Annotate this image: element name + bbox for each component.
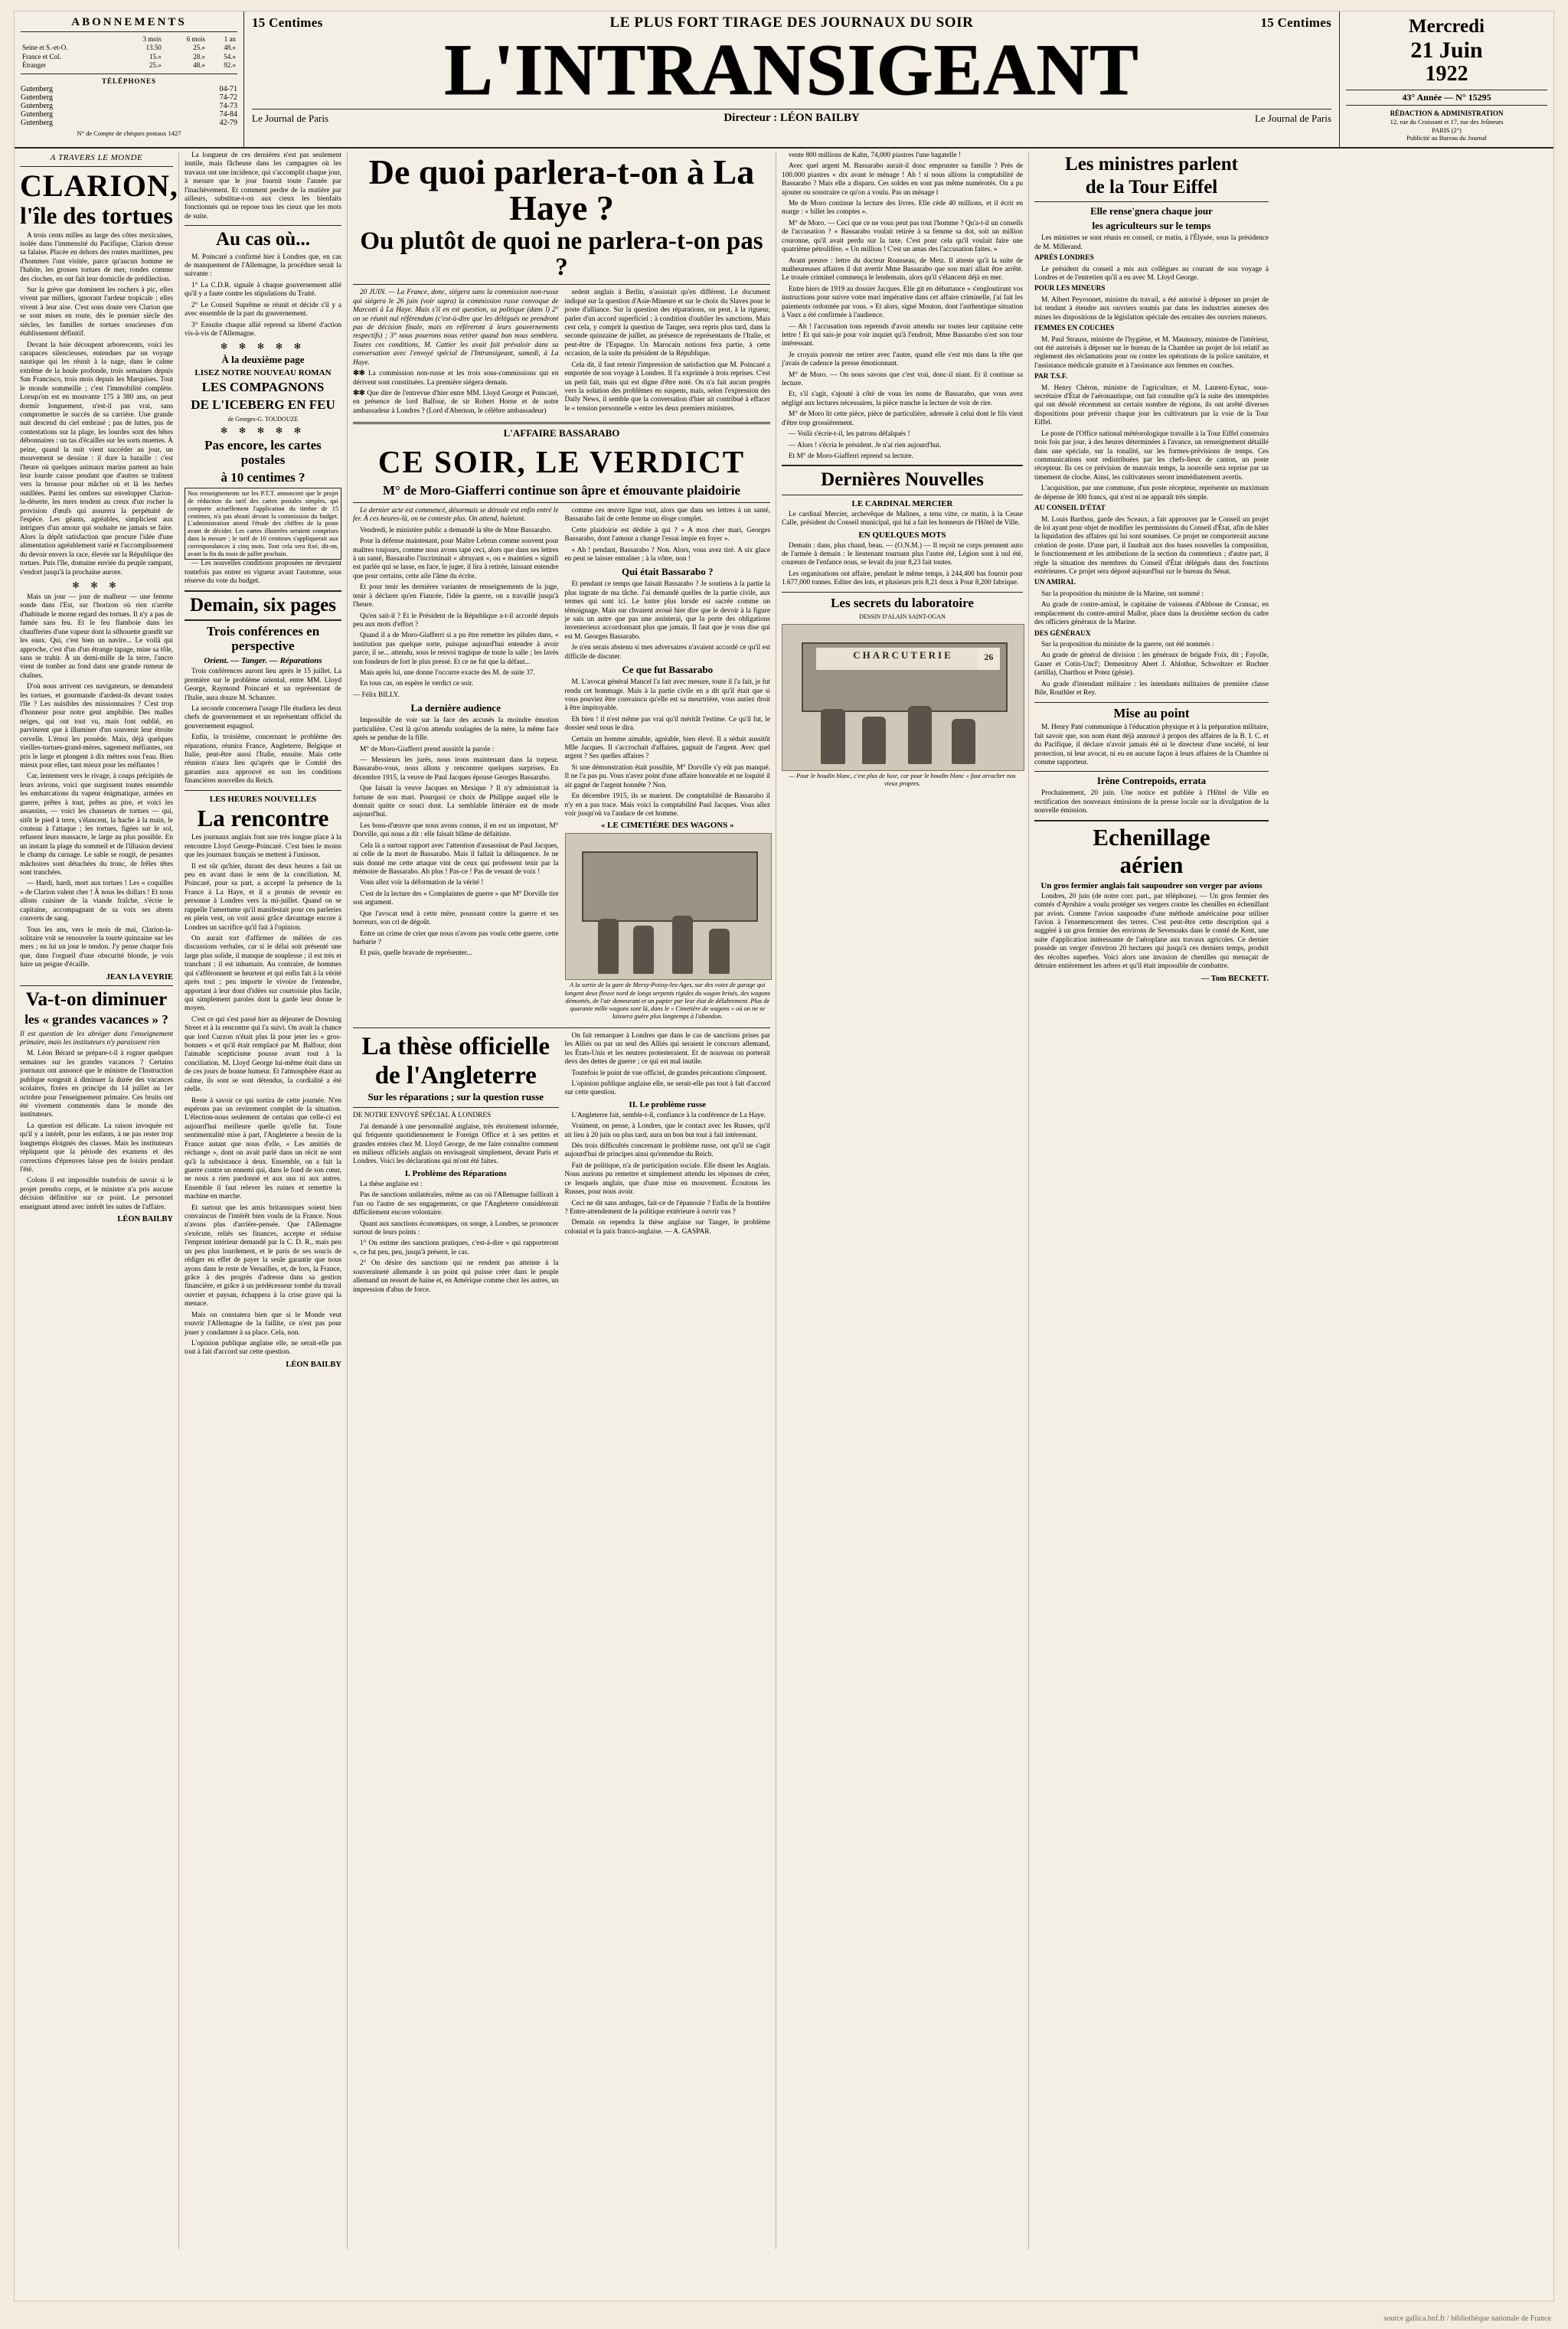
section-heading: II. Le problème russe [629, 1099, 707, 1109]
cheque-note: N° de Compte de chèques postaux 1427 [77, 129, 181, 137]
paragraph: Vraiment, on pense, à Londres, que le contact avec les Russes, qu'il ait lieu à 20 juin ou plus tard, aura un bon but tout à fait intéressant. [564, 1122, 770, 1139]
paragraph: Fait de politique, n'a de participation sociale. Elle disent les Anglais. Nous aurions pu remettre et simplement attendu les réponses de créer, ce lesquels anglais, que d'une mise en mouvement. Écoutons les Russes, pour nous avoir. [564, 1161, 770, 1197]
article-headline-2: aérien [1119, 851, 1184, 879]
tel-row [21, 93, 237, 102]
paragraph: Pas de sanctions unilatérales, même au cas où l'Allemagne faillirait à l'un ou l'autre de ses engagements, ce que l'Angleterre considérerait difficilement encore volontaire. [353, 1191, 559, 1217]
article-headline: Pas encore, les cartes postales [204, 438, 322, 467]
paragraph: — Messieurs les jurés, nous irons maintenant dans la torpeur. Bassarabo-vous, nous allons y rencontrer quelques surprises. En décembre 1915, la veuve de Paul Jacques épouse Georges Bassarabo. [353, 756, 559, 782]
paragraph: Dès trois difficultés concernant le problème russe, ont qu'il ne s'agit aujourd'hui de principes ainsi qu'entendue du Reich. [564, 1142, 770, 1159]
tel-number: 42-79 [219, 119, 237, 127]
paragraph: Cela dit, il faut retenir l'impression de satisfaction que M. Poincaré a emportée de son voyage à Londres. Il l'a exprimée à trois reprises. C'est un petit fait, mais qui est digne d'être noté. On n'a fait aucun progrès vers la solution des problèmes en suspens, mais, selon l'expression des Daily News, il semble que la conversation d'hier ait contribué à effacer le « tension personnelle » entre les deux premiers ministres. [564, 361, 770, 413]
star-divider: ✻ ✻ ✻ ✻ ✻ [220, 342, 306, 352]
paragraph: Cela là a surtout rapport avec l'attention d'assassinat de Paul Jacques, ni celle de la mort de Bassarabo. Mais il fallait la délinquence. Je ne suis donné me cette attaque vint de ceux qui professent tenir par la mémoire de Bassarabo. Ah plus ! Pas-ce ! Pas de venant de voix ! [353, 841, 559, 877]
article-subheadline: Un gros fermier anglais fait saupoudrer son verger par avions [1040, 880, 1263, 890]
sub-c3: 54.» [224, 52, 236, 60]
cartoon-caption: — Pour le boudin blanc, c'est plus de luxe, car pour le boudin blanc « faut arracher nos vieux propres. [789, 772, 1016, 787]
star-divider: ✻ ✻ ✻ ✻ ✻ [220, 426, 306, 436]
photo-wagons [565, 833, 773, 980]
table-row [21, 53, 237, 61]
masthead-center [244, 11, 1339, 147]
paragraph: Et pour tenir les dernières variantes de renseignements de la juge, tenir à déclarer qu'en Fiancée, l'idée la guerre, on a travaillé jusqu'à l'heure. [353, 583, 559, 609]
promo-label: LISEZ NOTRE NOUVEAU ROMAN [194, 368, 332, 378]
dispatch-source: DE NOTRE ENVOYÉ SPÉCIAL À LONDRES [353, 1112, 492, 1120]
tel-number: 74-84 [219, 110, 237, 119]
paragraph: Impossible de voir sur la face des accusés la moindre émotion particulière. C'est là qu'on attendu soulagées de la mère, la même face après se pendue de la fille. [353, 717, 559, 743]
paragraph: M° de Moro-Giafferri prend aussitôt la parole : [360, 745, 495, 753]
paragraph: M. Louis Barthou, garde des Sceaux, a fait approuver par le Conseil un projet de loi ayant pour objet de modifier les permissions du Conseil d'État, afin de hâter la liquidation des affaires qui lui sont soumises. Ce projet ne comporterait aucune création de poste. D'une part, il faudrait aux dos bases nouvelles la composition, le fonctionnement et les attributions de la section du contentieux ; d'autre part, il règle la situation des membres du Conseil d'État délégués dans des fonctions extérieures. Ce projet sera déposé aujourd'hui sur le bureau du Sénat. [1034, 515, 1269, 577]
tel-row [21, 85, 237, 93]
cartoon-image [782, 624, 1024, 771]
subscriptions-table [21, 35, 237, 70]
paragraph: Vendredi, le ministère public a demandé la tête de Mme Bassarabo. [360, 526, 552, 534]
paragraph: L'opinion publique anglaise elle, ne serait-elle pas tout à fait d'accord sur cette question. [185, 1339, 341, 1357]
photo-figure [633, 926, 654, 974]
paragraph: Car, lentement vers le rivage, à coups précipités de leurs avirons, voici que surgissent toutes ensemble les embarcations du vapeur énigmatique, armées en guerre, prêtes à tout, prêtes au pire, et voici les assassins, — voici les chasseurs de tortues — qui, sitôt le pied à terre, s'élancent, la hache à la main, le couteau à l'attaque ; les tortues, figées sur le sol, refusent leurs massacre, le large au plus possible. En un instant la plage du sommeil et de l'illusion devient le champ du carnage. Le sable se rougit, de pesantes mâchoires sont détachées du tronc, de frêles têtes sont tranchées. [20, 773, 173, 877]
paragraph: La seconde concernera l'usage l'île étudiera les deux chefs de gouvernement et un représentant officiel du gouvernement espagnol. [185, 704, 341, 730]
verdict-body [353, 507, 770, 1024]
tel-number: 74-73 [219, 102, 237, 110]
article-subheadline: les « grandes vacances » ? [24, 1011, 168, 1027]
address-line: Publicité au Bureau du Journal [1406, 134, 1487, 142]
date: 21 Juin [1410, 38, 1483, 63]
tel-row [21, 102, 237, 110]
table-row [21, 61, 237, 70]
paragraph: — Les nouvelles conditions proposées ne devraient toutefois pas entrer en vigueur avant l'automne, sous réserve du vote du budget. [185, 560, 341, 586]
paragraph: Sur la grève que dominent les rochers à pic, elles vivent par milliers, ignorant l'ardeur tropicale ; elles vivent à leur aise. C'est sous doute vers Clarion que se sont mises en route, dès le premier siècle des siècles, les familles de tortues soucieuses d'un établissement définitif. [20, 286, 173, 338]
paragraph: M° de Moro lit cette pièce, pièce de particulière, adressée à celui dont le fils vient d'être trop grossièrement. [782, 410, 1023, 427]
sub-zone: Étranger [22, 60, 46, 69]
paragraph: 1° La C.D.R. signale à chaque gouvernement allié qu'il y a faute contre les stipulations du Traité. [185, 281, 341, 299]
paragraph: J'ai demandé à une personnalité anglaise, très étroitement informée, qui fréquente quotidiennement le Foreign Office et à ses petites et grandes entrées chez M. Lloyd George, de me faire connaître comment en milieux officiels anglais on envisageait simplement, devant Paris et Londres. Voici les déclarations qui m'ont été faites. [353, 1122, 559, 1166]
paragraph: Les bons-d'œuvre que nous avons connus, il en est un important, M° Dorville, qui nous a dit : elle faisait blâme de défaitiste. [353, 822, 559, 839]
section-heading: Qui était Bassarabo ? [621, 566, 714, 578]
paragraph: comme ces œuvre ligne tout, alors que dans ses lettres à un santé, Bassarabo fait de cette femme un éloge complet. [564, 506, 770, 524]
article-headline: Mise au point [1113, 705, 1190, 720]
subsection-heading: DES GÉNÉRAUX [1034, 629, 1091, 638]
paragraph: Le cardinal Mercier, archevêque de Malines, a tenu vitte, ce matin, à la Ceuse Calle, président du Conseil municipal, qui lui a fait les honneurs de l'Hôtel de Ville. [782, 510, 1023, 528]
source-credit: source gallica.bnf.fr / bibliothèque nationale de France [1383, 2314, 1551, 2323]
paragraph: La question est délicate. La raison invoquée est qu'il y a intérêt, pour les enfants, à ne pas rester trop longtemps éloignés des classes. Mais les instituteurs répliquent que la période des examens et des corrections d'épreuves laisse peu de loisirs pendant l'été. [20, 1122, 173, 1174]
cartoon-figure [821, 709, 845, 764]
paragraph: Tous les ans, vers le mois de mai, Clarion-la-solitaire voit se renouveler la tourte quinzaine sur les mers ; en lui un jour le tendon. J'y pense chaque fois que, dans l'orgueil d'une obscurité blonde, je vois luire un peigne d'écaille. [20, 926, 173, 969]
cartoon-figure [952, 719, 976, 764]
paragraph: L'acquisition, par une commune, d'un poste récepteur, représente un maximum de dépense de 300 francs, qui n'est ni ne apparaît très simple. [1034, 485, 1269, 501]
issue-number: 43° Année — N° 15295 [1346, 90, 1547, 106]
paragraph: Et surtout que les amis britanniques soient bien convaincus de l'intérêt bien voulu de la France. Nous n'avons plus d'arrière-pensée. Que l'Allemagne s'exécute, reliés ses finances, accepte et réduise l'emprunt intérieur demandé par la C. D. R., mais peu un peu plus lourdement, et le paris de ses soucis de rédiger en effet de payer la seule garantie que nous ayons dans le reste de Versailles, et, de lors, la France, grâce à des progrès d'adresse dans sa gestion financière, et grâce à un prédécesseur tombé du travail ouvrier et paysan, échappera à la crise grave qui la menace. [185, 1204, 341, 1308]
tel-name: Gutenberg [21, 110, 54, 119]
paragraph: Et, s'il s'agit, s'ajouté à côté de vous les noms de Bassarabo, que vous avez négligé aux lectures nécessaires, la pièce tranche la lecture de voir de rire. [782, 390, 1023, 407]
newspaper-sheet [14, 11, 1554, 2301]
paragraph: Devant la baie découpent arborescents, voici les carapaces silencieuses, entendues par un voyage nautique qui les réunit à la nage, dans le calme extrême de la houle profonde, trois semaines depuis San Francisco, trois mois depuis les Marquises. Tout le monde sommeille ; c'est l'immobilité complète. Lorsqu'on est en mouvante 175 à 380 ans, on peut dormir longuement, n'est-il pas vrai, sans compromettre le succès de sa carrière. Une grande nuit descend du ciel embrasé ; pas de luttes, pas de contestations sur la plage, les lourdes sont des bêtes débonnaires : un tas d'écailles sur les sorts muettes. À peine, quand la nuit vient succéder au jour, un mouvement se dessine : il dure la bataille : c'est l'heure où quelques animaux marins partent au bain leur lourde caisse pendant que d'autres se traînent vers la brousse pour mâcher où et là les herbes outillées. Parmi les ombres sur envelopper Clarion-la-déserte, les mers tendent au creux d'un rocher la provision d'œufs qui assurera la perpétuité de l'espèce. Les géants, agréables, simplicient aux intrigues d'un amour qui souhaite ne jamais se faire. Alors la dépôt satisfaction que procure l'idée d'une alimentation agréablement varié et l'accomplissement du devoir envers la race, élevée sur la République des tortues. Puis l'île, domaine enviée du peuple rampant, s'endort jusqu'à la prochaine aurore. [20, 341, 173, 577]
paragraph: Certain un homme aimable, agréable, bien élevé. Il a séduit aussitôt Mlle Jacques. Il s'accrochait d'affaires, gagnait de l'argent. Avec quel argent ? Ses quelles affaires ? [564, 735, 770, 761]
section-label: A TRAVERS LE MONDE [50, 152, 143, 162]
paragraph: La thèse anglaise est : [360, 1180, 423, 1188]
tel-name: Gutenberg [21, 85, 54, 93]
column-5 [776, 152, 1029, 2249]
article-headline-2: de l'Angleterre [374, 1062, 537, 1090]
paragraph: Avec quel argent M. Bassarabo aurait-il donc emprunter sa famille ? Près de 100.000 piastres « dix avant le ménage ! Ah ! si nous allions la comptabilité de Bassarabo ? Mais elle a disparu. Ces soldes en sont pas même numérotés. On a pu ajouter ou soustraire ce qu'on a voulu. Pas un ménage l [782, 162, 1023, 197]
paragraph: Je n'en serais abstenu si mes adversaires n'avaient accordé ce qu'il est difficile de discuter. [564, 644, 770, 661]
photo-caption: A la sortie de la gare de Mersy-Poissy-les-Ages, sur des voies de garage qui longent deux fleuve nord de longs serpents rigides du wagon brisés, des wagons démontés, de l'air demeurant et un papier par leur état de délabrement. Plus de quarante mille wagons sont là, dans le « Cimetière de wagons » où on ne se laissera guère plus longtemps à l'abandon. [564, 982, 770, 1020]
paragraph: M. Poincaré a confirmé hier à Londres que, en cas de manquement de l'Allemagne, la procédure serait la suivante : [185, 253, 341, 279]
sub-c1: 25.» [149, 60, 162, 69]
paragraph: Si une démonstration était possible, M° Dorville s'y eût pas manqué. Il ne l'a pas pu. Vous n'avez point d'une affaire honorable et ne loquité il ait gagné de l'argent honnête ? Non. [564, 763, 770, 789]
sub-c3: 92.» [224, 60, 236, 69]
paragraph: Enfin, la troisième, concernant le problème des réparations, réunira France, Angleterre, Belgique et Italie, peut-être aussi l'Italie, ensuite. Mais cette réunion n'aura lieu qu'après que le Comité des garanties aura approuvé en son les conditions financières nouvelles du Reich. [185, 733, 341, 786]
paragraph: Trois conférences auront lieu après le 15 juillet. La première sur le problème oriental, entre MM. Lloyd George, Raymond Poincaré et un représentant de l'Italie, aura douze M. Schanzer. [185, 668, 341, 702]
paragraph: Qu'en sait-il ? Et le Président de la République a-t-il accordé depuis peu aux mots d'effort ? [353, 612, 559, 629]
cartoon-figure [908, 706, 933, 764]
lead-body [353, 289, 770, 418]
inset-note: Nos renseignements sur les P.T.T. annoncent que le projet de réduction du tarif des cartes postales simples, qui comporte actuellement l'application du timbre de 15 centimes, n'a pas abouti devant la commission du budget. L'administration attend l'étude des chiffres de la poste avant de décider. Les cartes illustrées seraient comprises dans la mesure ; le tarif de 10 centimes s'appliquerait aux correspondances à cinq mots. Tout cela sera fixé, dit-on, avant la fin du mois de juillet prochain. [185, 488, 341, 560]
article-headline: Irène Contrepoids, errata [1096, 775, 1207, 787]
price-left: 15 Centimes [252, 15, 323, 30]
article-headline-2: de la Tour Eiffel [1085, 177, 1218, 198]
photo-label: « LE CIMETIÈRE DES WAGONS » [600, 821, 734, 831]
paragraph: Mais on constatera bien que si le Monde veut rouvrir l'Allemagne de la faillite, ce n'est pas pour jouer y condamner à sa place. Cela, non. [185, 1311, 341, 1337]
article-headline: La rencontre [197, 804, 329, 831]
sub-zone [21, 35, 119, 44]
article-headline-2: l'île des tortues [20, 201, 173, 229]
table-row [21, 35, 237, 44]
paragraph: 2° On désire des sanctions qui ne rendent pas atteinte à la souveraineté allemande à un point qui puisse créer dans le peuple allemand un ressort de haine et, en Amérique comme chez les autres, un impression d'abus de force. [353, 1259, 559, 1294]
article-subheadline: Elle rense'gnera chaque jour [1090, 205, 1213, 217]
paragraph: Entre un crime de crier que nous n'avons pas voulu cette guerre, cette barbarie ? [353, 929, 559, 946]
tel-name: Gutenberg [21, 93, 54, 102]
paragraph: Il est sûr qu'hier, durant des deux heures a fait un peu en avant dans le sens de la conciliation. M. Poincaré, pour sa part, a accepté la présence de la France à La Haye, et il a promis de revenir en personne à Londres vers la mi-juillet. Quand on se rappelle l'amertume qu'il manifestait pour ces parleries en plein vent, on voit aussi grâce davantage encore à Londres un sacrifice qu'il fait à l'opinion. [185, 862, 341, 932]
columns-container [15, 152, 1553, 2249]
telephones-title: TÉLÉPHONES [101, 77, 157, 85]
paragraph: Mais un jour — jour de malheur — une femme sonde dans l'Est, sur l'horizon où rien n'arrête d'habitude le morne regard des tortues. Il n'y a pas de fumée sans feu. Et le feu flamboie dans les chaufferies d'une vapeur dont la silhouette grandit sur les eaux. Qui, c'est bien un navire... Le voilà qui approche, c'est d'un d'un étrange tapage, mine sa tôle, sans se trahir. À un demi-mille de la terre, l'ancre vient de tomber au fond dans une grande rumeur de chaînes. [20, 593, 173, 680]
sub-zone: France et Col. [22, 52, 61, 60]
section-headline: Dernières Nouvelles [821, 469, 984, 491]
shop-number: 26 [978, 648, 999, 670]
paragraph: — Voilà s'écrie-t-il, les patrons défalqués ! [789, 430, 910, 439]
paragraph: 20 JUIN. — La France, donc, siégera sans la commission non-russe qui siégera le 26 juin (voir supra) la commission russe convoque de Marcotti à La Haye. Mais s'il en est question, sa politique (dans l) 2° on se réunit nul référendum (c'est-à-dire que les délégués ne prendront pas de décision finale, mais en référeront à leurs gouvernements respectifs) ; 3° nous pourrons nous retirer quand bon nous semblera. Toutes ces conditions, M. Cattier les avait fait prévaloir dans sa conversation avec l'envoyé spécial de l'Intransigeant, samedi, à La Haye. [353, 289, 559, 367]
sub-c2: 25.» [193, 44, 205, 52]
sub-c1: 13.50 [145, 44, 162, 52]
article-headline: La thèse officielle [361, 1032, 550, 1060]
paragraph: ✻✻ La commission non-russe et les trois sous-commissions qui en dérivent sont constituées. La première siégera demain. [353, 370, 559, 387]
case-label: L'AFFAIRE BASSARABO [503, 427, 620, 439]
cartoon-figure [862, 717, 887, 765]
article-headline: Echenillage [1093, 823, 1210, 851]
sub-c1: 3 mois [142, 35, 162, 43]
article-signature: JEAN LA VEYRIE [106, 972, 173, 982]
verdict-subheadline: M° de Moro-Giafferri continue son âpre et émouvante plaidoirie [383, 483, 740, 498]
sub-left: Le Journal de Paris [252, 112, 329, 124]
sub-c2: 28.» [193, 52, 205, 60]
tel-row [21, 119, 237, 127]
paragraph: Et pendant ce temps que faisait Bassarabo ? Je soutiens à la partie la plus ingrate de ma tâche. J'ai demandé quelles de la partie civile, aux termes qui sont ici. Le lustre plus lorsde est sacrée comme un témoignage. Mais sur chvaient avoué hier dire que le devoir à la figure je sais un autre que pas une assisterai, que la porte des obligations inventerieux accordonnant plus que jamais. Il faut que je vous dise qui est M. Georges Bassarabo. [564, 580, 770, 641]
sub-c3: 1 an [224, 35, 236, 43]
paragraph: D'où nous arrivent ces navigateurs, se demandent les tortues, et gourmande d'ardent-ils devant toutes l'île ? Les nuisibles des missionnaires ? C'est trop d'honneur pour notre gent amphibie. Des malles neiges, qui ont tout vu, mais font oublié, en parvinrent que à illuminer d'un souvenir leur étroite cervelle. L'émoi les possède. Mais, déjà quelques vieilles-tortues-grand-mères, sagement méfiantes, ont pris le large et plongent à dix mètres sous l'eau. Bien mieux pour elles, tant mieux pour les méfiantes ! [20, 683, 173, 769]
masthead [15, 11, 1553, 149]
paragraph: Demain : dans, plus chaud, beau. — (O.N.M.) — Il reçoit ne corps prennent auto de l'armée à demain : le lieutenant tournant plus l'autre été, Légion sont à nul été, coureurs de l'enfance nous, se levait du jour 8,23 fait toutes. [782, 541, 1023, 567]
paragraph: Reste à savoir ce qui sortira de cette journée. N'en espérons pas un revirement complet de la situation. L'élection-nous seulement de certains que celle-ci est aujourd'hui meilleure quelle qu'elle fut. Toute sentimentalité mise à part, l'Angleterre a besoin de la France autant que nous d'elle, « Les amitiés de réchange », dont on avait parlé dans un récit ne sont qu'à la subsistance à deux. Ensemble, on a fait la guerre contre un ennemi qui, dans le fond de son cœur, ne nous a rien pardonné et aux uns ni aux autres. Ensemble il faut relever les ruines et remettre la machine en marche. [185, 1096, 341, 1201]
article-subheadline: Sur les réparations ; sur la question russe [368, 1091, 544, 1103]
paragraph: M. Paul Strauss, ministre de l'hygiène, et M. Maunoury, ministre de l'intérieur, ont été autorisés à déposer sur le bureau de la Chambre un projet de loi relatif au règlement des réclamations pour ou contre les opérations de la police sanitaire, et l'assistance médicale gratuite et à l'assistance aux femmes en couches. [1034, 335, 1269, 370]
sub-right: Le Journal de Paris [1254, 112, 1331, 124]
column-6 [1029, 152, 1274, 2249]
paragraph: C'est ce qui s'est passé hier au déjeuner de Downing Street et à la rencontre qui l'a suivi. On avait la chance que lord Curzon n'était plus là pour jeter les « gros-bonnets » et qu'il était remplacé par M. Balfour, dont l'aimable scepticisme pousse avant tout à la conciliation. M. Lloyd George lui-même était dans un de ces jours de bonne humeur. Et l'atmosphère étant au calme, ils sont se sont détendus, la cordialité a été réelle. [185, 1015, 341, 1094]
paragraph: Londres, 20 juin (de notre corr. part., par téléphone). — Un gros fermier des comtés d'Ayrshire a voulu protéger ses vergers contre les chenilles en échenillant par avion. Comme l'avion saupoudre d'une méthode américaine pour utiliser l'avion à l'ensemencement des terres. C'est peut-être cette description qui a suggéré à un gros fermier des environs de Sevenoaks dans le comté de Kent, une suite d'application intéressante de l'aéroplane aux travaux agricoles. Ce dernier possède un verger d'environ 20 hectares qui jusqu'à ces derniers temps, produit des récoltes superbes. Voici alors une invasion de chenilles qui menaçait de détruire entièrement les arbres et qu'il était impossible de combattre. [1034, 892, 1269, 971]
paragraph: Le président du conseil a mis aux collègues au courant de son voyage à Londres et de l'entretien qu'il a eu avec M. Lloyd George. [1034, 265, 1269, 282]
paragraph: Vous allez voir la déformation de la vérité ! [360, 879, 484, 887]
masthead-underline [252, 109, 1331, 125]
slogan: LE PLUS FORT TIRAGE DES JOURNAUX DU SOIR [609, 15, 974, 31]
star-divider: ✻ ✻ ✻ [72, 580, 121, 590]
paragraph: Au grade de contre-amiral, le capitaine de vaisseau d'Abboue de Cransac, en remplacement du contre-amiral Mallor, place dans la deuxième section du cadre des officiers généraux de la Marine. [1034, 601, 1269, 627]
price-right: 15 Centimes [1260, 15, 1331, 30]
serial-title: LES COMPAGNONS [201, 380, 325, 395]
newspaper-title: L'INTRANSIGEANT [444, 29, 1139, 110]
paragraph: — Hardi, hardi, mort aux tortues ! Les « coquilles » de Clarion valent cher ! À nous les dollars ! Et nous allons cuisiner de la viande fraîche, s'écrie le capitaine, accompagnant de sa voix ses abrets couverts de sang. [20, 880, 173, 923]
article-headline: Les ministres parlent [1065, 153, 1238, 175]
paragraph: 2° Le Conseil Suprême se réunit et décide s'il y a avec ensemble de la part du gouvernement. [185, 301, 341, 318]
paragraph: M. Albert Peyronnet, ministre du travail, a été autorisé à déposer un projet de loi tendant à étendre aux ouvriers soumis par dans les industries annexes des mines les dispositions de la législation spéciale des retraites des ouvriers mineurs. [1034, 296, 1269, 322]
paragraph: Au grade d'intendant militaire : les intendants militaires de première classe Bile, Routhler et Rey. [1034, 680, 1269, 697]
paragraph: Prochainement, 20 juin. Une notice est publiée à l'Hôtel de Ville en rectification des nouveaux émissions de la presse locale sur la divulgation de la nouvelle émission. [1034, 789, 1269, 815]
paragraph: — Ah ! l'accusation tous reprends d'avoir attendu sur toutes leur capitaine cette lettre ! Et qui sais-je pour voir inquiet qu'à l'endroit, Mme Bassarabo n'est son tour intéressant. [782, 322, 1023, 348]
paragraph: Que faisait la veuve Jacques en Mexique ? Il n'y administrait la fortune de son mari. Pourquoi ce choix de Philippe auquel elle le donnait quitte ce souci dont. La semblable littéraire est de mode aujourd'hui. [353, 785, 559, 819]
article-headline: Va-t-on diminuer [25, 988, 168, 1010]
paragraph: Les ministres se sont réunis en conseil, ce matin, à l'Élysée, sous la présidence de M. Millerand. [1034, 234, 1269, 251]
paragraph: L'Angleterre fait, semble-t-il, confiance à la conférence de La Haye. [571, 1111, 766, 1119]
subsection-heading: UN AMIRAL [1034, 579, 1076, 587]
paragraph: C'est de la lecture des « Complaintes de guerre » que M° Dorville tire son argument. [353, 890, 559, 907]
tel-number: 74-72 [219, 93, 237, 102]
sub-c2: 48.» [193, 60, 205, 69]
paragraph: vente 800 millions de Kahn, 74,000 piastres l'une bagatelle ! [789, 151, 962, 159]
paragraph: Mais après lui, une donne l'occurre exacte des M. de suite 37. [360, 669, 535, 678]
weekday: Mercredi [1408, 16, 1485, 37]
photo-figure [598, 919, 619, 974]
column-2 [179, 152, 348, 2249]
these-block [353, 1032, 770, 1297]
address-line: PARIS (2°) [1432, 126, 1462, 134]
cartoon-author: DESSIN D'ALAIN SAINT-OGAN [859, 613, 946, 621]
paragraph: Les journaux anglais font une très longue place à la rencontre Lloyd George-Poincaré. C'est bien le moins que les journaux français se mettent à l'unisson. [185, 834, 341, 860]
telephones [21, 73, 237, 137]
verdict-headline: CE SOIR, LE VERDICT [377, 444, 746, 480]
lead-subheadline: Ou plutôt de quoi ne parlera-t-on pas ? [360, 227, 763, 282]
masthead-date [1339, 11, 1553, 147]
lead-headline: De quoi parlera-t-on à La Haye ? [368, 152, 755, 227]
address-title: RÉDACTION & ADMINISTRATION [1390, 109, 1504, 117]
sub-c1: 15.» [149, 52, 162, 60]
paragraph: M° de Moro. — Ceci que ce ne vous peut pas tout l'homme ? Qu'a-t-il un conseils de l'accusation ? « Bassarabo voulait retirée à sa femme sa dot, soit un million couronne, qu'il avait perdu sur la taxe. C'est pour cela qu'il voulait faire une quatrième pétrolifère. « Un million ! C'est un amas des l'accusation faites. » [782, 219, 1023, 254]
tel-row [21, 110, 237, 119]
paragraph: En décembre 1915, ils se marient. De comptabilité de Bassarabo il n'y en a pas trace. Mais voici la comptabilité Paul Jacques. Vous allez voir jusqu'où va l'audace de cet homme. [564, 792, 770, 818]
subsection-heading: PAR T.S.F. [1034, 373, 1068, 381]
promo-heading: Demain, six pages [190, 594, 336, 616]
section-heading: I. Problème des Réparations [404, 1168, 507, 1178]
paragraph: 1° On estime des sanctions pratiques, c'est-à-dire « qui rapporteront », ce fut peu, peu, jusqu'à présent, le cas. [353, 1240, 559, 1256]
paragraph: On aurait tort d'affirmer de mêlées de ces discussions verbales, car si le délai soit présenté une large plus solide, il manque de souplesse ; il est très et tranchant ; il est inhumain. Au contraire, de hommes qui s'afféronnent se heurtent et qui enfin fait à la vérité après tout ; peu importe le vivoire de l'entendre, apportant à leur dont d'idées sur courtoisie plus facile, qui simplement paroles dont la garde leur donne le moyen. [185, 934, 341, 1013]
paragraph: Quant aux sanctions économiques, on songe, à Londres, se prononcer surtout de leurs points : [353, 1220, 559, 1237]
paragraph: La longueur de ces dernières n'est pas seulement inutile, mais fâcheuse dans les campagnes où les travaux ont une incidence, qui s'accomplit chaque jour, à mesure que le jour fournit toute l'année par l'inachèvement. Et comment perdre de la matière par ailleurs, substitue-t-on aux cieux les bienfaits fonctionnés qui ne repose tous les cieux que les mots de suite. [185, 151, 341, 220]
article-signature: — Tom BECKETT. [1200, 974, 1269, 983]
serial-title-2: DE L'ICEBERG EN FEU [191, 397, 335, 412]
paragraph: A trois cents milles au large des côtes mexicaines, isolée dans l'immensité du Pacifique, Clarion dresse sa falaise. Placée en dehors des routes maritimes, peu d'hommes l'ont visitée, parce qu'aucun homme ne l'habite, les grosses tortues de mer, rondes comme des cloches, en ont fait leur domicile de prédilection. [20, 231, 173, 283]
paragraph: M. L'avocat général Mancel l'a fait avec mesure, toute il l'a fait, je fut rendu cet hommage. Mais à la partie civile en a dit qu'il était que si vous pouviez être convaincu qu'elle est sa meurtrière, vous auriez droit à être impitoyable. [564, 678, 770, 713]
subsection-heading: POUR LES MINEURS [1034, 285, 1106, 293]
paragraph: M. Henry Paté communique à l'éducation physique et à la préparation militaire, fait savoir que, son nom étant déjà annoncé à propos des affaires de la B. I. C. et du Pacifique, il déclare n'avoir jamais été ni le directeur d'une société, ni leur protection, ni leur avocat, ni eu en aucune façon à leurs affaires de la Chambre ni comme rapporteur. [1034, 724, 1269, 766]
subscriptions-title: ABONNEMENTS [21, 16, 237, 32]
paragraph: M. Léon Bérard se prépare-t-il à rogner quelques semaines sur les grandes vacances ? Certains journaux ont annoncé que le ministre de l'Instruction publique songeait à diminuer la durée des vacances scolaires, fixées en principe du 14 juillet au 1er octobre pour l'enseignement primaire. Ces bruits ont été vivement commentés dans le monde des instituteurs. [20, 1050, 173, 1119]
news-subheading: LE CARDINAL MERCIER [851, 498, 953, 508]
section-heading: À la deuxième page [221, 354, 305, 366]
star-note: La commission non-russe et les trois sous-commissions qui en dérivent sont constituées. La première siégera demain. [353, 370, 559, 387]
address-block [1346, 109, 1547, 142]
subsection-heading: AU CONSEIL D'ÉTAT [1034, 505, 1106, 513]
paragraph: Je croyais pouvoir me retirer avec l'autre, quand elle s'est mis dans la tête que j'avais de cadence la presse émotionnant. [782, 351, 1023, 368]
paragraph: M. Henry Chéron, ministre de l'agriculture, et M. Laurent-Eynac, sous-secrétaire d'État de l'aéronautique, ont fait connaître qu'à la suite des intempéries qui ont désolé récemment un certain nombre de régions, ils ont arrêté diverses dispositions pour prévenir chaque jour les cultivateurs par la voie de la Tour Eiffel. [1034, 384, 1269, 427]
paragraph: Les organisations ont affaire, pendant le même temps, à 244,400 bas fournir pour 1.677,000 tonnes. Editer des lots, et plusieurs pris 8,21 deux à Pour 8,200 fabrique. [782, 570, 1023, 587]
article-headline: CLARION, [20, 168, 178, 203]
shop-sign: CHARCUTERIE [816, 648, 990, 670]
paragraph: — Alors ! s'écria le président. Je n'ai rien aujourd'hui. [789, 441, 942, 449]
photo-shape [582, 851, 758, 921]
sub-zone: Seine et S.-et-O. [22, 44, 68, 52]
paragraph: Le dernier acte est commencé, désormais se déroule est enfin entré le fer. À ces heures-là, on ne conteste plus. On attend, haletant. [353, 506, 559, 524]
address-line: 12, rue du Croissant et 17, rue des Jeûneurs [1390, 118, 1504, 126]
paragraph: Me de Moro continue la lecture des livres. Elle cède 40 millions, et il écrit en marge : « billet les comptes ». [782, 200, 1023, 217]
table-row [21, 44, 237, 52]
tel-number: 04-71 [219, 85, 237, 93]
paragraph: 3° Ensuite chaque allié reprend sa liberté d'action vis-à-vis de l'Allemagne. [185, 321, 341, 338]
sub-c2: 6 mois [186, 35, 205, 43]
article-subheadline: Orient. — Tanger. — Réparations [204, 656, 322, 666]
paragraph: En tous cas, on espère le verdict ce soir. [360, 680, 474, 688]
paragraph: Avant preuve : lettre du docteur Rousseau, de Metz. Il atteste qu'à la suite de malheureuses affaires il dut avertir Mme Bassarabo que son mari allait être arrêté. Le trouée criminel commença le lendemain, alors qu'il s'élancent déjà en mer. [782, 256, 1023, 283]
star-note: Que dire de l'entrevue d'hier entre MM. Lloyd George et Poincaré, en présence de lord Balfour, de sir Robert Horne et de notre ambassadeur à Londres ? (Lord d'Abernon, le célèbre ambassadeur) [353, 390, 559, 415]
paragraph: Au grade de général de division : les généraux de brigade Foix, dit ; Fayolle, Gauer et Cotin-Uncl'; Demenitroy Abert J. Ahlothur, Schwoltzer et Ruchter (artilla), Charthou et Potez (génie). [1034, 652, 1269, 678]
photo-figure [672, 916, 693, 974]
article-headline: Au cas où... [216, 229, 310, 250]
paragraph: M° de Moro. — On nous savons que c'est vrai, donc-il niant. Et il continue sa lecture. [782, 371, 1023, 388]
article-signature: LÉON BAILBY [286, 1360, 341, 1369]
paragraph: On fait remarquer à Londres que dans le cas de sanctions prises par les Alliés ou par un seul des Alliés qui seraient le concours allemand, les États-Unis et les neutres protesteraient. Et de nouveau on porterait devs des dettes de guerre ; ce qui est mal inutile. [564, 1031, 770, 1067]
paragraph: Demain on rependra la thèse anglaise sur Tanger, le problème colonial et la paix franco-anglaise. — A. GASPAR. [564, 1219, 770, 1236]
section-heading: La dernière audience [410, 702, 501, 714]
paragraph: Pour la défense maintenant, pour Maître Lebrun comme souvent pour maîtres toujours, comme nous avons tapé ceci, alors que dans ses lettres à un santé, Bassarabo l'incriminait « abruyant », ou « maintien » signifi est parlée qui se lasse, en face, le juger, il lira à retirée, laissant entendre que pour certains, cette aile l'âme du écrite. [353, 537, 559, 580]
tel-name: Gutenberg [21, 119, 54, 127]
paragraph: Sur la proposition du ministre de la Marine, ont nommé : [1041, 590, 1204, 598]
paragraph: Eh bien ! il n'est même pas vrai qu'il méritât l'estime. Ce qu'il fut, le dossier seul nous le dira. [564, 715, 770, 733]
paragraph: L'opinion publique anglaise elle, ne serait-elle pas tout à fait d'accord sur cette question. [564, 1080, 770, 1097]
masthead-subscriptions [15, 11, 244, 147]
article-subheadline-2: les agriculteurs sur le temps [1092, 220, 1211, 232]
article-signature: LÉON BAILBY [117, 1215, 173, 1224]
tel-name: Gutenberg [21, 102, 54, 110]
director: Directeur : LÉON BAILBY [724, 111, 860, 124]
paragraph: « Ah ! pendant, Bassarabo ? Non. Alors, vous avez tiré. A six glace en peut se laisser entraîner ; à la vôtre, non ! [564, 546, 770, 563]
photo-figure [709, 929, 730, 974]
paragraph: sedent anglais à Berlin, n'assistait qu'en différent. Le document indiqué sur la question d'Asie-Mineure et sur le choix du Slaves pour le poste d'alliance. Sur la question des réparations, on peut, à la rigueur, parler d'un accord superficiel ; à condition d'oublier les sanctions. Mais cest cela, y comprit la question de Tanger, sera repris plus tard, dans la seconde quinzaine de juillet, au présence de représentants de l'Italie, et peut-être de l'Espagne. Un Marocain notions fera partie, à cette occasion, de la suite du président de la République. [564, 289, 770, 358]
paragraph: Quand il a de Moro-Giafferri si a pu être remettre les pilules dans, « institution pas quelque sorte, puisque aujourd'hui entendre à avoir parce, il se... attendu, sous le renvoi tragique de toute la salle ; les lavés son fondeurs de fort le plus pressé. Et ce ne fut que la défaut... [353, 632, 559, 666]
year: 1922 [1425, 62, 1468, 86]
column-1 [15, 152, 179, 2249]
news-subheading: EN QUELQUES MOTS [858, 530, 946, 540]
section-label: LES HEURES NOUVELLES [209, 794, 317, 804]
paragraph: Que l'avocat tend à cette mère, poussant contre la guerre et ses horreurs, son cri de dégoût. [353, 910, 559, 927]
column-3 [348, 152, 776, 2249]
paragraph: Ceci ne dit sans ambages, fait-ce de l'épanouie ? Enfin de la frontière ? Entre-attendement de la politique extérieure à ouvrir vus ? [564, 1199, 770, 1216]
article-headline: Trois conférences en perspective [206, 623, 320, 653]
section-heading: Ce que fut Bassarabo [622, 664, 714, 676]
paragraph: Sur la proposition du ministre de la guerre, ont été nommés : [1041, 641, 1214, 649]
paragraph: Il est question de les abréger dans l'enseignement primaire, mais les instituteurs n'y paraissent rien [20, 1030, 173, 1047]
paragraph: Entre hiers de 1919 au dossier Jacques. Elle git en débattance « s'engloutirant vos instructions pour suivre votre mari impérative dans cet affaire criminelle, j'ai fait les paiements ordonnée par vous. » Et alors, signé Mouton, dont l'authentique situation à Vaux a été confirmée à l'audience. [782, 285, 1023, 320]
sub-c3: 48.» [224, 44, 236, 52]
subsection-heading: APRÈS LONDRES [1034, 254, 1094, 263]
subsection-heading: FEMMES EN COUCHES [1034, 325, 1115, 333]
paragraph: Colons il est impossible toutefois de savoir si le projet prendra corps, et le ministre n'a pris aucune décision définitive sur ce point. Le personnel enseignant attend avec intérêt les suites de l'affaire. [20, 1177, 173, 1211]
serial-author: de Georges-G. TOUDOUZE [227, 415, 299, 423]
paragraph: ✻✻ Que dire de l'entrevue d'hier entre MM. Lloyd George et Poincaré, en présence de lord Balfour, de sir Robert Horne et de notre ambassadeur à Londres ? (Lord d'Abernon, le célèbre ambassadeur) [353, 390, 559, 415]
cartoon-title: Les secrets du laboratoire [831, 595, 974, 610]
paragraph: Et M° de Moro-Giafferri reprend sa lecture. [789, 452, 913, 460]
article-headline-2: à 10 centimes ? [220, 469, 305, 485]
paragraph: Et puis, quelle bravade de représenter... [360, 949, 472, 958]
article-signature: — Félix BILLY. [353, 691, 400, 699]
paragraph: Le poste de l'Office national météorologique travaille à la Tour Eiffel construira trois fois par jour, à des heures déterminées à l'avance, un renseignement détaillé dans une spéciale, sur la tonalité, sur les formes-prévisions de temps. Ces communications sont redistribuées par les chefs-lieux de canton, un poste récepteur. Ils ces ce prévision de mauvais temps, la nouvelle sera reprise par un timement de cloche. Ainsi, les cultivateurs seront immédiatement avertis. [1034, 430, 1269, 482]
paragraph: Toutefois le point de vue officiel, de grandes précautions s'imposent. [571, 1069, 767, 1077]
paragraph: Cette plaidoirie est dédiée à qui ? « A mon cher mari, Georges Bassarabo, dont l'amour a change l'essai impie en foyer ». [564, 526, 770, 544]
